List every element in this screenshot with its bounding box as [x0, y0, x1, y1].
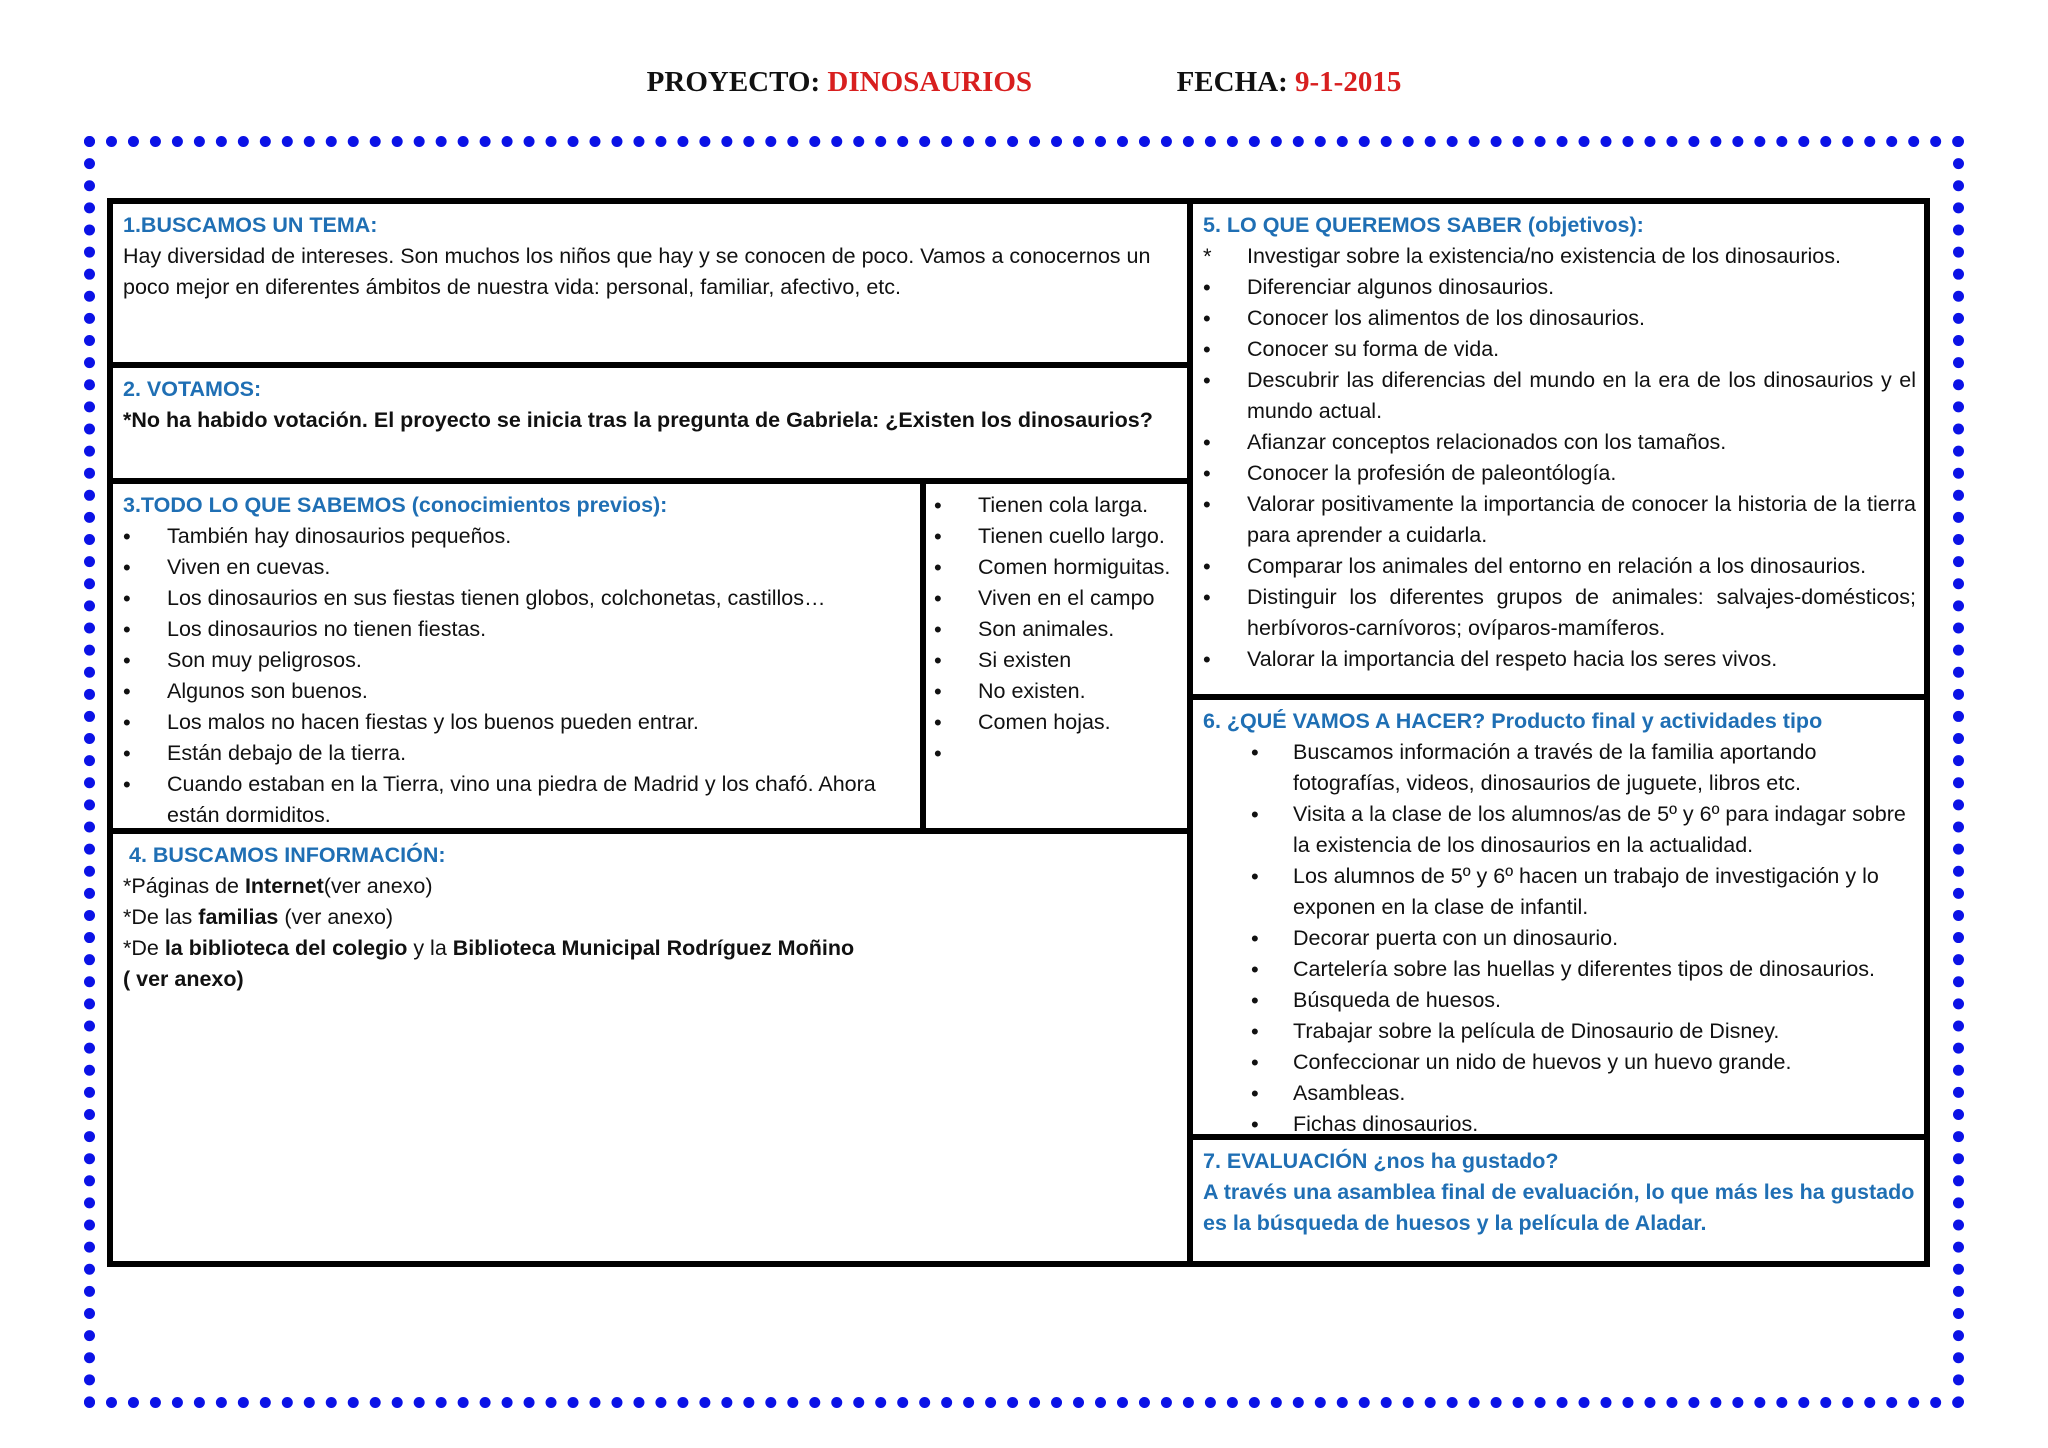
list-item: • Confeccionar un nido de huevos y un huevo grande.: [1203, 1047, 1916, 1078]
list-item: • Cuando estaban en la Tierra, vino una piedra de Madrid y los chafó. Ahora están dormiditos.: [123, 769, 912, 831]
section-evaluacion: [1193, 1140, 1924, 1261]
list-item: • Valorar positivamente la importancia de conocer la historia de la tierra para aprender a cuidarla.: [1203, 489, 1916, 551]
list-item: • Descubrir las diferencias del mundo en la era de los dinosaurios y el mundo actual.: [1203, 365, 1916, 427]
list-item: • Búsqueda de huesos.: [1203, 985, 1916, 1016]
list-item: • Buscamos información a través de la familia aportando fotografías, videos, dinosaurios de juguete, libros etc.: [1203, 737, 1916, 799]
list-item: • Algunos son buenos.: [123, 676, 912, 707]
list-item: • Tienen cola larga.: [934, 490, 1179, 521]
project-value: DINOSAURIOS: [827, 66, 1033, 98]
list-item: • Diferenciar algunos dinosaurios.: [1203, 272, 1916, 303]
list-item: • Tienen cuello largo.: [934, 521, 1179, 552]
section-3-list: [123, 521, 912, 831]
section-3-title: 3.TODO LO QUE SABEMOS (conocimientos previos):: [123, 493, 668, 517]
list-item: • Son animales.: [934, 614, 1179, 645]
list-item: • Valorar la importancia del respeto hacia los seres vivos.: [1203, 644, 1916, 675]
list-item: • Comparar los animales del entorno en relación a los dinosaurios.: [1203, 551, 1916, 582]
list-item: • Conocer la profesión de paleontólogía.: [1203, 458, 1916, 489]
list-item: • Conocer su forma de vida.: [1203, 334, 1916, 365]
date-value: 9-1-2015: [1295, 66, 1402, 98]
section-que-vamos-a-hacer: [1193, 700, 1924, 1140]
list-item: • Afianzar conceptos relacionados con los tamaños.: [1203, 427, 1916, 458]
list-item: • Decorar puerta con un dinosaurio.: [1203, 923, 1916, 954]
section-4-title: 4. BUSCAMOS INFORMACIÓN:: [129, 843, 446, 867]
list-item: • Cartelería sobre las huellas y diferentes tipos de dinosaurios.: [1203, 954, 1916, 985]
section-3-right-list: [934, 490, 1179, 769]
list-item: • Comen hormiguitas.: [934, 552, 1179, 583]
section-3-right-column: [926, 484, 1193, 834]
list-item: * Investigar sobre la existencia/no existencia de los dinosaurios.: [1203, 241, 1916, 272]
date-label: FECHA:: [1176, 66, 1288, 98]
section-6-list: [1203, 737, 1916, 1140]
section-5-title: 5. LO QUE QUEREMOS SABER (objetivos):: [1203, 213, 1644, 237]
list-item: • No existen.: [934, 676, 1179, 707]
list-item: • Viven en el campo: [934, 583, 1179, 614]
section-7-title: 7. EVALUACIÓN ¿nos ha gustado?: [1203, 1149, 1559, 1173]
list-item: • También hay dinosaurios pequeños.: [123, 521, 912, 552]
list-item: • Están debajo de la tierra.: [123, 738, 912, 769]
section-4-line-2: *De las familias (ver anexo): [123, 905, 394, 929]
section-votamos: [113, 368, 1193, 484]
list-item: • Los dinosaurios no tienen fiestas.: [123, 614, 912, 645]
list-item: • Son muy peligrosos.: [123, 645, 912, 676]
section-todo-lo-que-sabemos: [113, 484, 926, 834]
list-item: • Los dinosaurios en sus fiestas tienen globos, colchonetas, castillos…: [123, 583, 912, 614]
list-item: • Los malos no hacen fiestas y los buenos pueden entrar.: [123, 707, 912, 738]
list-item: • Fichas dinosaurios.: [1203, 1109, 1916, 1140]
section-4-line-3: *De la biblioteca del colegio y la Biblioteca Municipal Rodríguez Moñino: [123, 936, 855, 960]
list-item: • Los alumnos de 5º y 6º hacen un trabajo de investigación y lo exponen en la clase de infantil.: [1203, 861, 1916, 923]
section-1-title: 1.BUSCAMOS UN TEMA:: [123, 213, 378, 237]
section-7-text: A través una asamblea final de evaluación, lo que más les ha gustado es la búsqueda de huesos y la película de Aladar.: [1203, 1180, 1915, 1235]
list-item: • Si existen: [934, 645, 1179, 676]
section-1-text: Hay diversidad de intereses. Son muchos los niños que hay y se conocen de poco. Vamos a conocernos un poco mejor en diferentes ámbitos de nuestra vida: personal, familiar, afectivo, etc.: [123, 244, 1151, 299]
project-table: [107, 198, 1930, 1267]
section-5-list: [1203, 241, 1916, 675]
section-4-line-1: *Páginas de Internet(ver anexo): [123, 874, 433, 898]
list-item: [934, 738, 1179, 769]
list-item: • Trabajar sobre la película de Dinosaurio de Disney.: [1203, 1016, 1916, 1047]
section-2-text: *No ha habido votación. El proyecto se inicia tras la pregunta de Gabriela: ¿Existen los dinosaurios?: [123, 408, 1153, 432]
section-4-line-4: ( ver anexo): [123, 967, 244, 991]
section-6-title: 6. ¿QUÉ VAMOS A HACER? Producto final y actividades tipo: [1203, 709, 1823, 733]
section-buscamos-tema: [113, 204, 1193, 368]
list-item: • Asambleas.: [1203, 1078, 1916, 1109]
list-item: • Distinguir los diferentes grupos de animales: salvajes-domésticos; herbívoros-carnívoros; ovíparos-mamíferos.: [1203, 582, 1916, 644]
section-2-title: 2. VOTAMOS:: [123, 377, 262, 401]
list-item: • Comen hojas.: [934, 707, 1179, 738]
document-header: [0, 66, 2048, 99]
section-lo-que-queremos-saber: [1193, 204, 1924, 700]
section-buscamos-informacion: [113, 834, 1193, 1261]
list-item: • Visita a la clase de los alumnos/as de 5º y 6º para indagar sobre la existencia de los dinosaurios en la actualidad.: [1203, 799, 1916, 861]
list-item: • Viven en cuevas.: [123, 552, 912, 583]
list-item: • Conocer los alimentos de los dinosaurios.: [1203, 303, 1916, 334]
project-label: PROYECTO:: [646, 66, 821, 98]
